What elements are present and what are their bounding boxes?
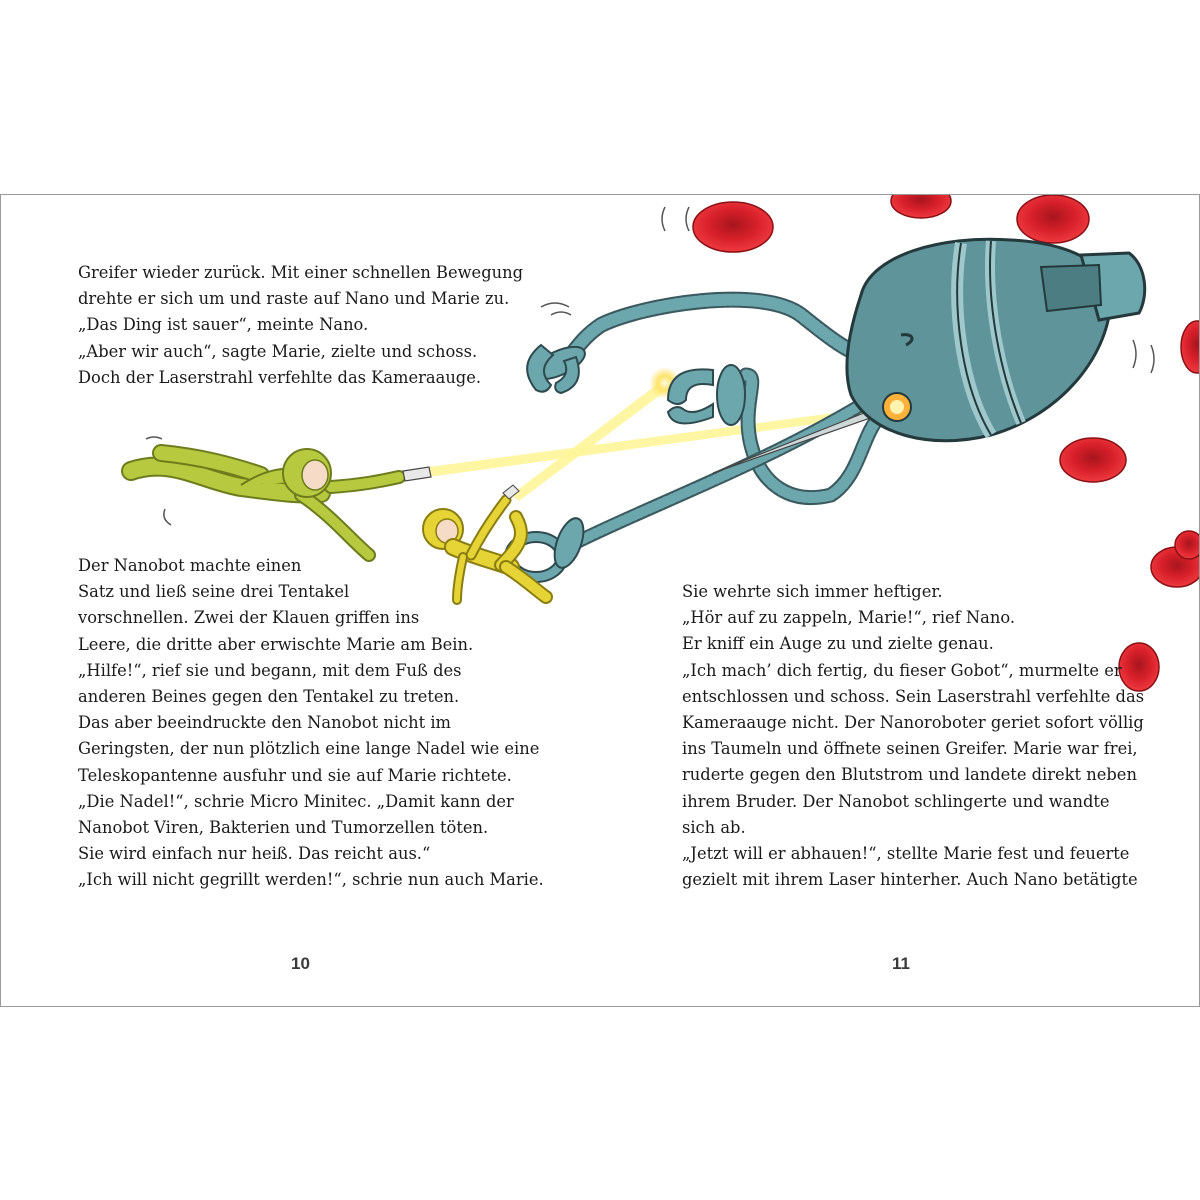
page-number-left: 10 — [291, 954, 310, 973]
left-page-paragraph-2 — [78, 553, 544, 893]
book-spread — [0, 194, 1200, 1007]
blood-cell — [891, 195, 951, 218]
text-line: ihrem Bruder. Der Nanobot schlingerte und wandte — [682, 791, 1110, 811]
text-line: Teleskopantenne ausfuhr und sie auf Marie richtete. — [78, 765, 512, 785]
text-line: Doch der Laserstrahl verfehlte das Kameraauge. — [78, 367, 482, 387]
text-line: drehte er sich um und raste auf Nano und Marie zu. — [78, 289, 510, 309]
robot-claw — [668, 365, 745, 425]
text-line: Nanobot Viren, Bakterien und Tumorzellen töten. — [78, 817, 489, 837]
text-line: Kameraauge nicht. Der Nanoroboter geriet sofort völlig — [682, 712, 1144, 732]
left-page-paragraph-1 — [78, 260, 523, 391]
nanobot-robot — [847, 239, 1145, 440]
text-line: „Das Ding ist sauer“, meinte Nano. — [78, 315, 369, 335]
blood-cell — [1181, 321, 1199, 373]
robot-claw — [527, 340, 589, 393]
blood-cell — [1175, 531, 1199, 559]
text-line: Leere, die dritte aber erwischte Marie am Bein. — [78, 634, 474, 654]
text-line: ruderte gegen den Blutstrom und landete direkt neben — [682, 765, 1137, 785]
text-line: Sie wird einfach nur heiß. Das reicht aus.“ — [78, 844, 431, 864]
text-line: anderen Beines gegen den Tentakel zu treten. — [78, 686, 460, 706]
text-line: „Die Nadel!“, schrie Micro Minitec. „Damit kann der — [78, 791, 514, 811]
blood-cell — [693, 202, 773, 252]
page-number-right: 11 — [892, 954, 910, 973]
text-line: „Ich will nicht gegrillt werden!“, schrie nun auch Marie. — [78, 870, 544, 890]
text-line: Das aber beeindruckte den Nanobot nicht im — [78, 713, 451, 733]
text-line: „Hör auf zu zappeln, Marie!“, rief Nano. — [682, 608, 1016, 628]
text-line: gezielt mit ihrem Laser hinterher. Auch Nano betätigte — [682, 870, 1138, 890]
nano-character — [131, 449, 431, 555]
text-line: Der Nanobot machte einen — [78, 556, 302, 575]
text-line: „Ich mach’ dich fertig, du fieser Gobot“, murmelte er — [682, 660, 1122, 680]
text-line: ins Taumeln und öffnete seinen Greifer. Marie war frei, — [682, 739, 1138, 759]
right-page-paragraph-1 — [682, 579, 1144, 893]
text-line: Er kniff ein Auge zu und zielte genau. — [682, 634, 994, 654]
text-line: Greifer wieder zurück. Mit einer schnellen Bewegung — [78, 263, 524, 282]
text-line: „Hilfe!“, rief sie und begann, mit dem Fuß des — [78, 660, 462, 680]
text-line: „Aber wir auch“, sagte Marie, zielte und schoss. — [78, 341, 478, 361]
blood-cell — [1060, 438, 1126, 482]
text-line: entschlossen und schoss. Sein Laserstrahl verfehlte das — [682, 686, 1145, 706]
text-line: Sie wehrte sich immer heftiger. — [682, 582, 943, 601]
text-line: Geringsten, der nun plötzlich eine lange Nadel wie eine — [78, 739, 540, 759]
blood-cell — [1017, 195, 1089, 243]
text-line: Satz und ließ seine drei Tentakel — [78, 582, 350, 602]
text-line: vorschnellen. Zwei der Klauen griffen ins — [78, 608, 420, 628]
text-line: sich ab. — [682, 817, 746, 837]
text-line: „Jetzt will er abhauen!“, stellte Marie fest und feuerte — [682, 843, 1130, 863]
